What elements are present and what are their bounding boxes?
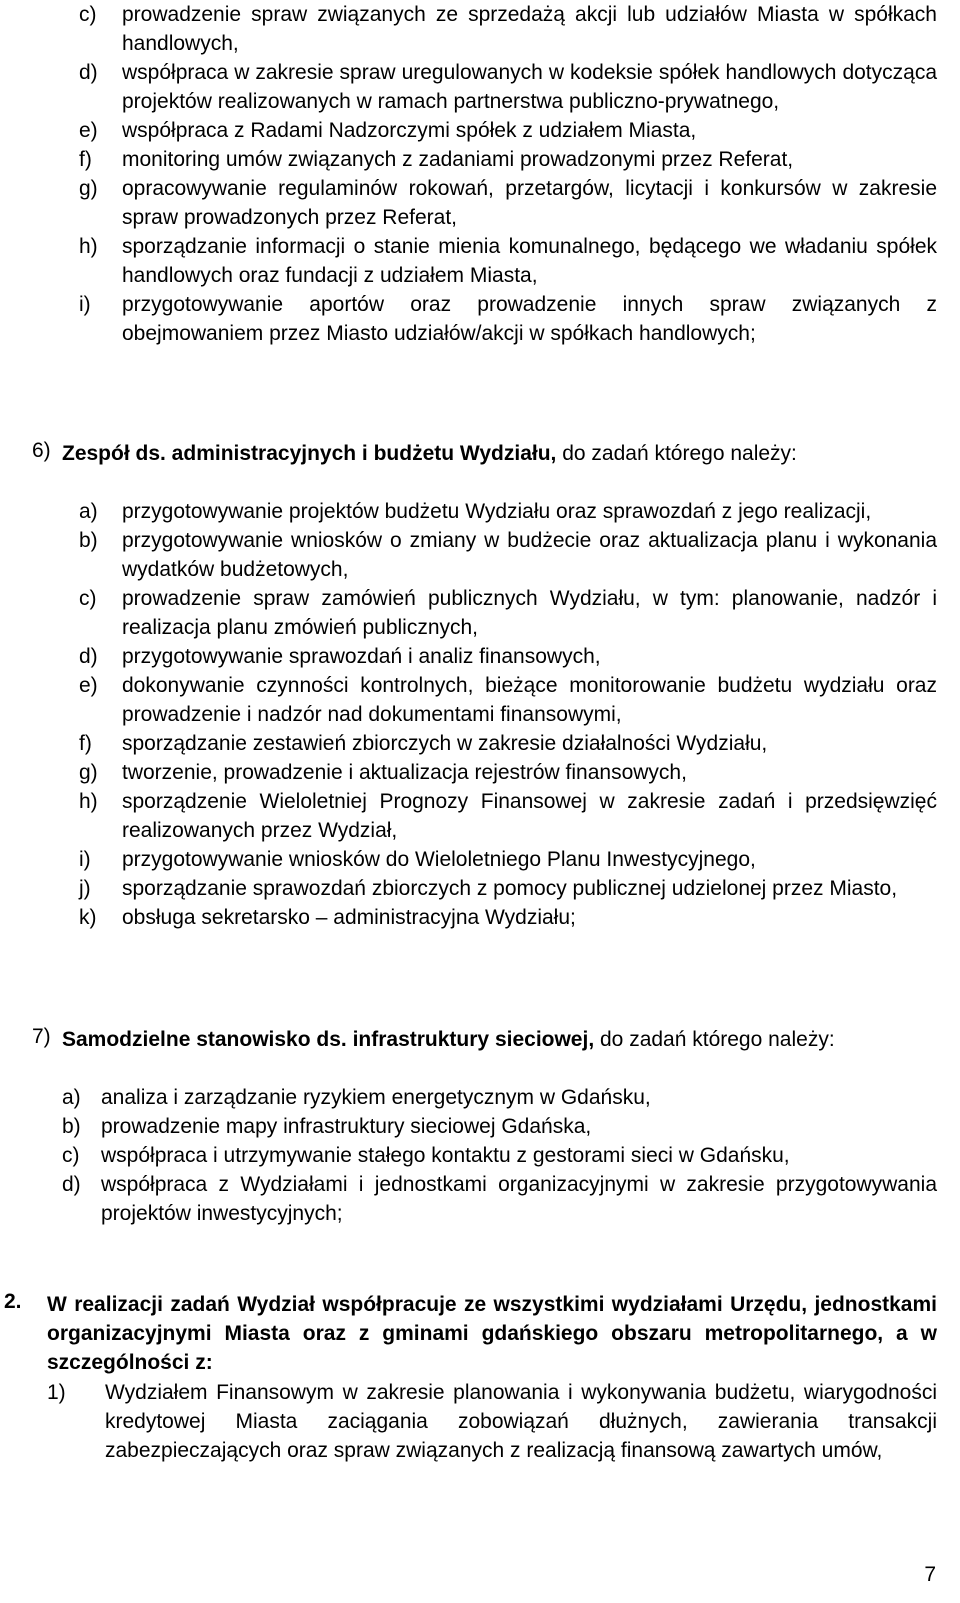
list-item-label: d) (62, 1173, 81, 1196)
list-item-label: c) (62, 1144, 80, 1167)
section-title-bold: Zespół ds. administracyjnych i budżetu Wydziału, (62, 442, 557, 465)
list-item-text: dokonywanie czynności kontrolnych, bieżące monitorowanie budżetu wydziału oraz prowadzenie i nadzór nad dokumentami finansowymi, (122, 674, 937, 726)
list-item (79, 758, 937, 787)
list-item-label: h) (79, 235, 98, 258)
list-item (79, 174, 937, 232)
section-7-heading (32, 1025, 937, 1054)
list-item-text: współpraca z Wydziałami i jednostkami organizacyjnymi w zakresie przygotowywania projektów inwestycyjnych; (101, 1173, 937, 1225)
list-item-label: h) (79, 790, 98, 813)
section-number: 7) (32, 1025, 51, 1048)
section-title (62, 439, 937, 468)
section-number: 6) (32, 439, 51, 462)
list-item (62, 1112, 937, 1141)
list-item (79, 145, 937, 174)
list-item (79, 642, 937, 671)
list-item (79, 729, 937, 758)
list-item-label: c) (79, 587, 97, 610)
list-item-label: e) (79, 674, 98, 697)
section-title: W realizacji zadań Wydział współpracuje ze wszystkimi wydziałami Urzędu, jednostkami organizacyjnymi Miasta oraz z gminami gdańskiego obszaru metropolitarnego, a w szczególności z: (47, 1293, 937, 1374)
list-item-label: e) (79, 119, 98, 142)
section-6-heading (32, 439, 937, 468)
list-item-text: przygotowywanie sprawozdań i analiz finansowych, (122, 645, 601, 668)
section-7-task-list (62, 1083, 937, 1228)
list-item-label: c) (79, 3, 97, 26)
list-item (79, 903, 937, 932)
list-item-text: przygotowywanie wniosków o zmiany w budżecie oraz aktualizacja planu i wykonania wydatków budżetowych, (122, 529, 937, 581)
section-title-rest: do zadań którego należy: (556, 442, 797, 465)
list-item-text: obsługa sekretarsko – administracyjna Wydziału; (122, 906, 576, 929)
list-item (79, 58, 937, 116)
list-item-label: f) (79, 732, 92, 755)
list-item-label: g) (79, 761, 98, 784)
list-item-text: sporządzenie Wieloletniej Prognozy Finansowej w zakresie zadań i przedsięwzięć realizowanych przez Wydział, (122, 790, 937, 842)
list-item-label: b) (62, 1115, 81, 1138)
list-item-text: przygotowywanie projektów budżetu Wydziału oraz sprawozdań z jego realizacji, (122, 500, 872, 523)
list-item-text: Wydziałem Finansowym w zakresie planowania i wykonywania budżetu, wiarygodności kredytowej Miasta zaciągania zobowiązań dłużnych, zawierania transakcji zabezpieczających oraz spraw związanych z realizacją finansową zawartych umów, (105, 1381, 937, 1462)
list-item-label: i) (79, 293, 91, 316)
page-number: 7 (924, 1563, 936, 1586)
list-item-label: a) (79, 500, 98, 523)
list-item-text: opracowywanie regulaminów rokowań, przetargów, licytacji i konkursów w zakresie spraw prowadzonych przez Referat, (122, 177, 937, 229)
list-item-text: tworzenie, prowadzenie i aktualizacja rejestrów finansowych, (122, 761, 687, 784)
list-item (79, 584, 937, 642)
list-item-label: d) (79, 61, 98, 84)
list-item-text: prowadzenie mapy infrastruktury sieciowej Gdańska, (101, 1115, 592, 1138)
list-item (79, 787, 937, 845)
list-item-text: współpraca i utrzymywanie stałego kontaktu z gestorami sieci w Gdańsku, (101, 1144, 790, 1167)
list-item-label: d) (79, 645, 98, 668)
list-item-label: g) (79, 177, 98, 200)
list-item (62, 1141, 937, 1170)
list-item (62, 1083, 937, 1112)
list-item (79, 874, 937, 903)
list-item-label: i) (79, 848, 91, 871)
section-title-rest: do zadań którego należy: (594, 1028, 835, 1051)
list-item (47, 1378, 937, 1465)
list-item-text: sporządzanie informacji o stanie mienia komunalnego, będącego we władaniu spółek handlowych oraz fundacji z udziałem Miasta, (122, 235, 937, 287)
section-number: 2. (4, 1290, 22, 1313)
list-item (79, 116, 937, 145)
list-item (62, 1170, 937, 1228)
list-item-label: 1) (47, 1381, 66, 1404)
list-item (79, 232, 937, 290)
list-item-label: k) (79, 906, 97, 929)
list-item-text: współpraca z Radami Nadzorczymi spółek z udziałem Miasta, (122, 119, 697, 142)
section-2-cooperation-list (47, 1378, 937, 1465)
list-item-text: monitoring umów związanych z zadaniami prowadzonymi przez Referat, (122, 148, 794, 171)
list-item-label: j) (79, 877, 91, 900)
list-item-label: f) (79, 148, 92, 171)
section-6-task-list (79, 497, 937, 932)
list-item (79, 290, 937, 348)
list-item-text: prowadzenie spraw zamówień publicznych Wydziału, w tym: planowanie, nadzór i realizacja planu zmówień publicznych, (122, 587, 937, 639)
list-item-text: przygotowywanie aportów oraz prowadzenie innych spraw związanych z obejmowaniem przez Miasto udziałów/akcji w spółkach handlowych; (122, 293, 937, 345)
section-2-heading (4, 1290, 937, 1377)
list-item-text: przygotowywanie wniosków do Wieloletniego Planu Inwestycyjnego, (122, 848, 756, 871)
list-item-text: sporządzanie zestawień zbiorczych w zakresie działalności Wydziału, (122, 732, 768, 755)
section-title-bold: Samodzielne stanowisko ds. infrastruktury sieciowej, (62, 1028, 595, 1051)
list-item (79, 0, 937, 58)
list-item-label: a) (62, 1086, 81, 1109)
list-item-text: analiza i zarządzanie ryzykiem energetycznym w Gdańsku, (101, 1086, 651, 1109)
list-item-text: współpraca w zakresie spraw uregulowanych w kodeksie spółek handlowych dotycząca projektów realizowanych w ramach partnerstwa publiczno-prywatnego, (122, 61, 937, 113)
list-item (79, 671, 937, 729)
task-list-continued (79, 0, 937, 348)
section-title (62, 1025, 937, 1054)
list-item (79, 497, 937, 526)
list-item (79, 845, 937, 874)
list-item-text: prowadzenie spraw związanych ze sprzedażą akcji lub udziałów Miasta w spółkach handlowych, (122, 3, 937, 55)
list-item (79, 526, 937, 584)
list-item-label: b) (79, 529, 98, 552)
list-item-text: sporządzanie sprawozdań zbiorczych z pomocy publicznej udzielonej przez Miasto, (122, 877, 898, 900)
